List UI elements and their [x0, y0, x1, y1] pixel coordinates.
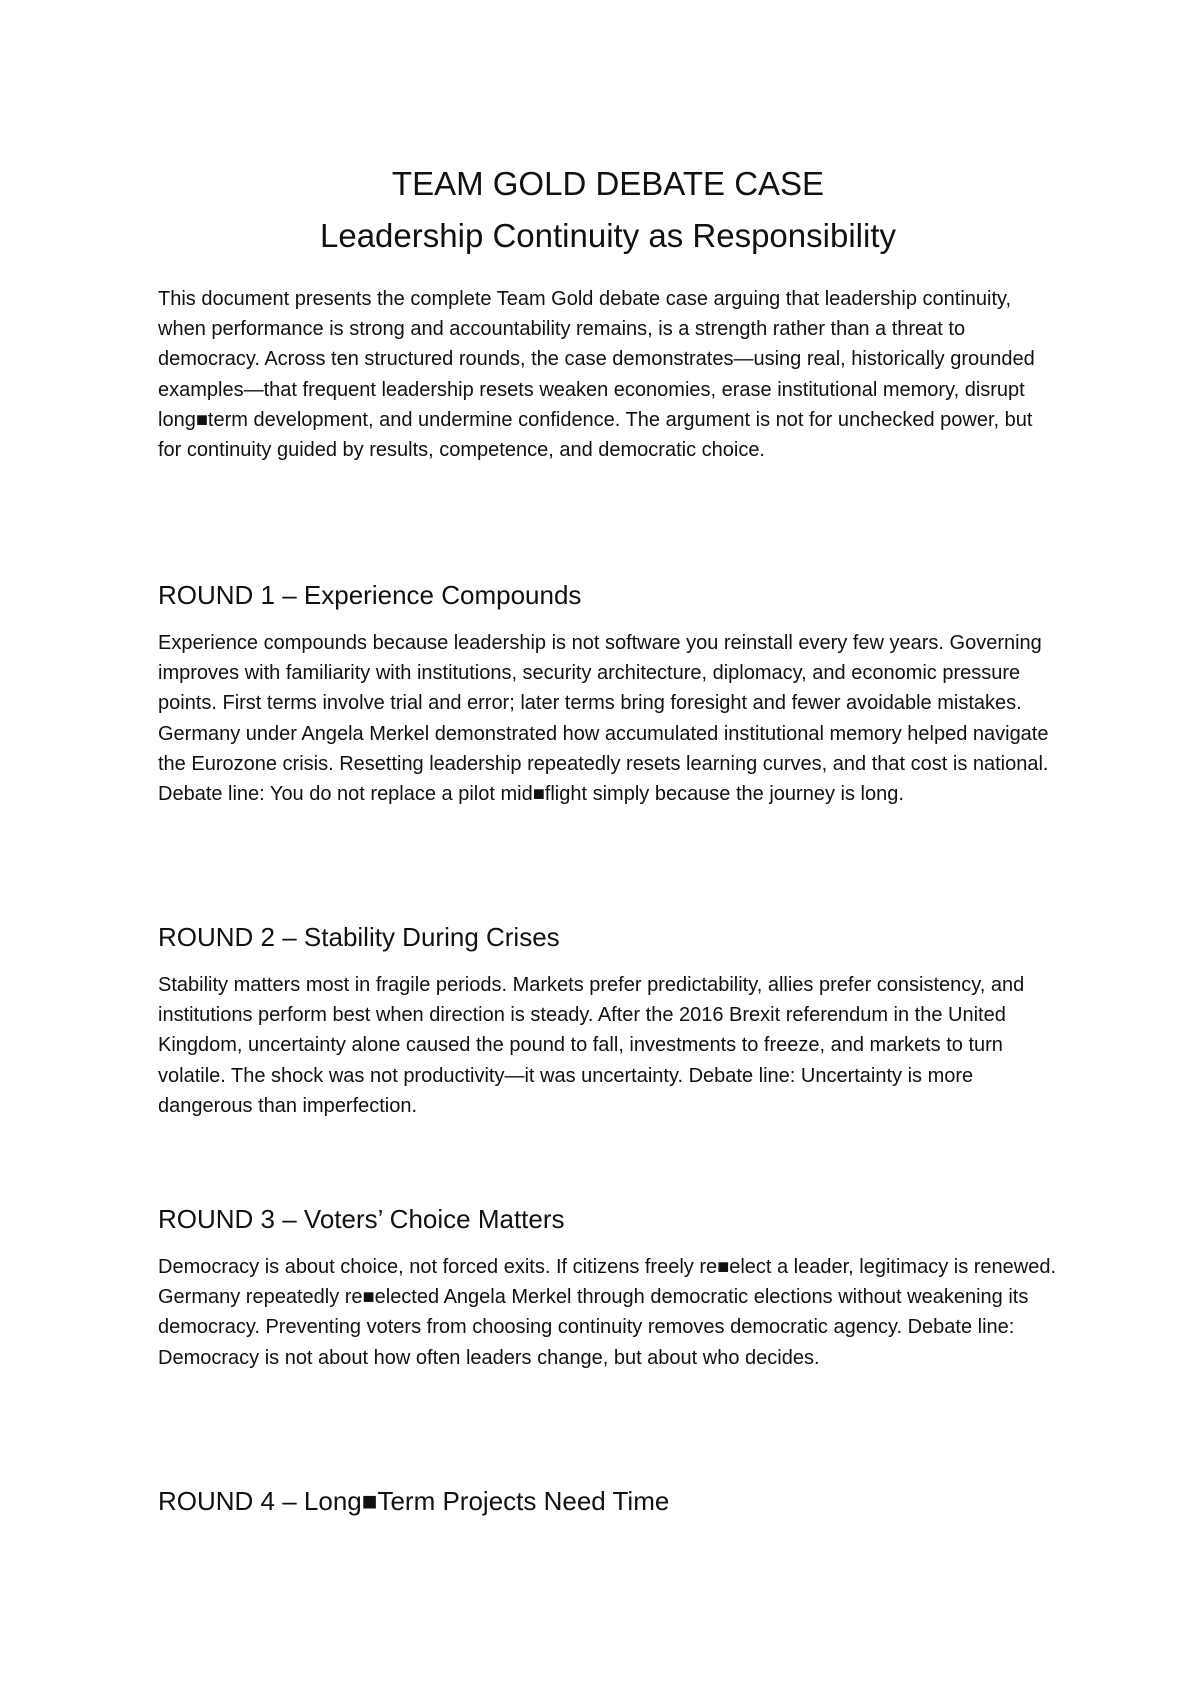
round-2-heading: ROUND 2 – Stability During Crises [158, 922, 560, 952]
round-2-body: Stability matters most in fragile periods. Markets prefer predictability, allies prefer consistency, and institutions perform best when direction is steady. After the 2016 Brexit referendum in the United Kingdom, uncertainty alone caused the pound to fall, investments to freeze, and markets to turn volatile. The shock was not productivity—it was uncertainty. Debate line: Uncertainty is more dangerous than imperfection. [158, 974, 1025, 1117]
document-title: TEAM GOLD DEBATE CASE [391, 165, 825, 202]
title-block [158, 158, 1058, 262]
round-3-body: Democracy is about choice, not forced exits. If citizens freely re■elect a leader, legitimacy is renewed. Germany repeatedly re■elected Angela Merkel through democratic elections without weakening its democracy. Preventing voters from choosing continuity removes democratic agency. Debate line: Democracy is not about how often leaders change, but about who decides. [158, 1256, 1057, 1369]
round-1-body: Experience compounds because leadership is not software you reinstall every few years. Governing improves with familiarity with institutions, security architecture, diplomacy, and economic pressure points. First terms involve trial and error; later terms bring foresight and fewer avoidable mistakes. Germany under Angela Merkel demonstrated how accumulated institutional memory helped navigate the Eurozone crisis. Resetting leadership repeatedly resets learning curves, and that cost is national. Debate line: You do not replace a pilot mid■flight simply because the journey is long. [158, 632, 1049, 806]
document-subtitle: Leadership Continuity as Responsibility [320, 217, 896, 254]
round-4-heading: ROUND 4 – Long■Term Projects Need Time [158, 1486, 670, 1516]
intro-paragraph: This document presents the complete Team Gold debate case arguing that leadership continuity, when performance is strong and accountability remains, is a strength rather than a threat to democracy. Across ten structured rounds, the case demonstrates—using real, historically grounded examples—that frequent leadership resets weaken economies, erase institutional memory, disrupt long■term development, and undermine confidence. The argument is not for unchecked power, but for continuity guided by results, competence, and democratic choice. [158, 288, 1035, 462]
round-3-heading: ROUND 3 – Voters’ Choice Matters [158, 1204, 565, 1234]
round-1-heading: ROUND 1 – Experience Compounds [158, 580, 582, 610]
